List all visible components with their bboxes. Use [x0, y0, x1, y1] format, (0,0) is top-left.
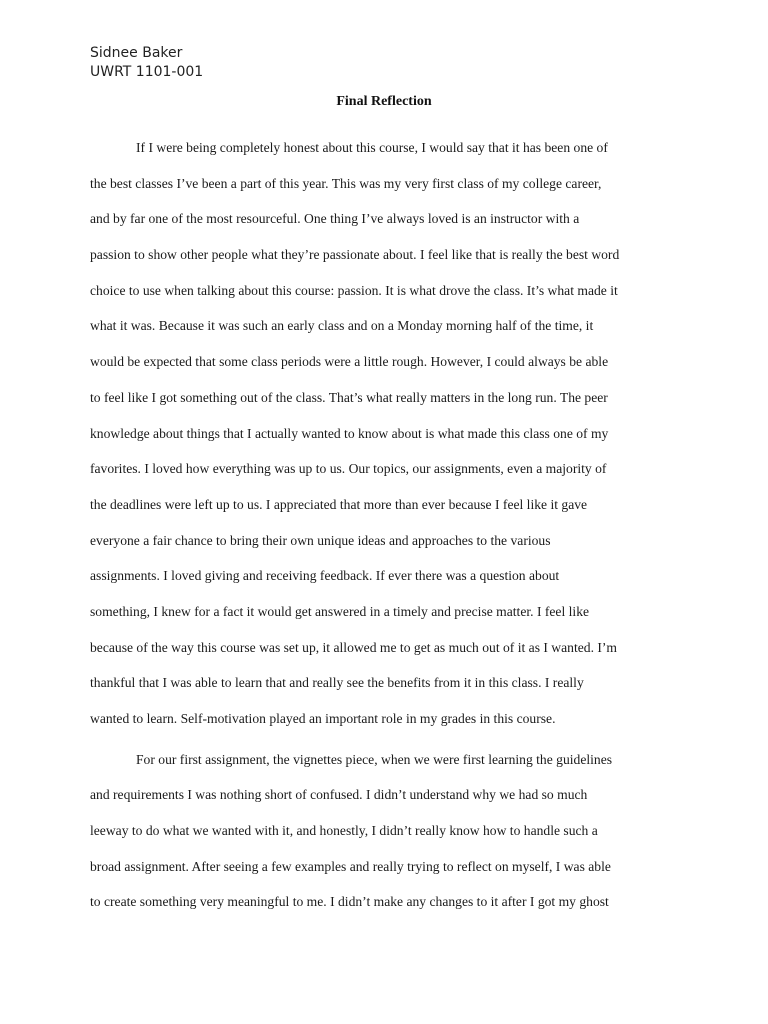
text-line: For our first assignment, the vignettes piece, when we were first learning the guidelines: [136, 751, 613, 767]
text-line: and requirements I was nothing short of confused. I didn’t understand why we had so much: [90, 787, 588, 803]
text-line: knowledge about things that I actually wanted to know about is what made this class one of my: [90, 425, 609, 441]
document-body: [90, 137, 680, 927]
text-line: to create something very meaningful to me. I didn’t make any changes to it after I got my ghost: [90, 894, 609, 910]
text-line: favorites. I loved how everything was up to us. Our topics, our assignments, even a majority of: [90, 461, 607, 477]
text-line: something, I knew for a fact it would get answered in a timely and precise matter. I feel like: [90, 603, 590, 619]
text-line: wanted to learn. Self-motivation played an important role in my grades in this course.: [90, 711, 556, 726]
text-line: would be expected that some class periods were a little rough. However, I could always be able: [90, 354, 609, 370]
text-line: the deadlines were left up to us. I appreciated that more than ever because I feel like it gave: [90, 496, 588, 512]
course-code: UWRT 1101-001: [90, 64, 204, 80]
document-header: [90, 44, 203, 82]
text-line: If I were being completely honest about this course, I would say that it has been one of: [136, 140, 608, 155]
text-line: leeway to do what we wanted with it, and honestly, I didn’t really know how to handle such a: [90, 823, 598, 839]
text-line: assignments. I loved giving and receiving feedback. If ever there was a question about: [90, 568, 560, 584]
text-line: the best classes I’ve been a part of this year. This was my very first class of my college career,: [90, 175, 602, 191]
document-title: Final Reflection: [336, 94, 432, 109]
text-line: thankful that I was able to learn that and really see the benefits from it in this class. I really: [90, 675, 584, 691]
paragraph: [90, 137, 680, 744]
text-line: broad assignment. After seeing a few examples and really trying to reflect on myself, I was able: [90, 858, 611, 874]
text-line: because of the way this course was set up, it allowed me to get as much out of it as I wanted. I’m: [90, 639, 617, 655]
text-line: to feel like I got something out of the class. That’s what really matters in the long run. The peer: [90, 389, 608, 405]
text-line: choice to use when talking about this course: passion. It is what drove the class. It’s what made it: [90, 282, 618, 298]
paragraph: [90, 749, 680, 927]
text-line: and by far one of the most resourceful. One thing I’ve always loved is an instructor with a: [90, 211, 580, 227]
text-line: what it was. Because it was such an early class and on a Monday morning half of the time, it: [90, 318, 594, 334]
text-line: everyone a fair chance to bring their own unique ideas and approaches to the various: [90, 532, 551, 548]
text-line: passion to show other people what they’re passionate about. I feel like that is really the best word: [90, 247, 620, 263]
author-name: Sidnee Baker: [90, 45, 183, 61]
